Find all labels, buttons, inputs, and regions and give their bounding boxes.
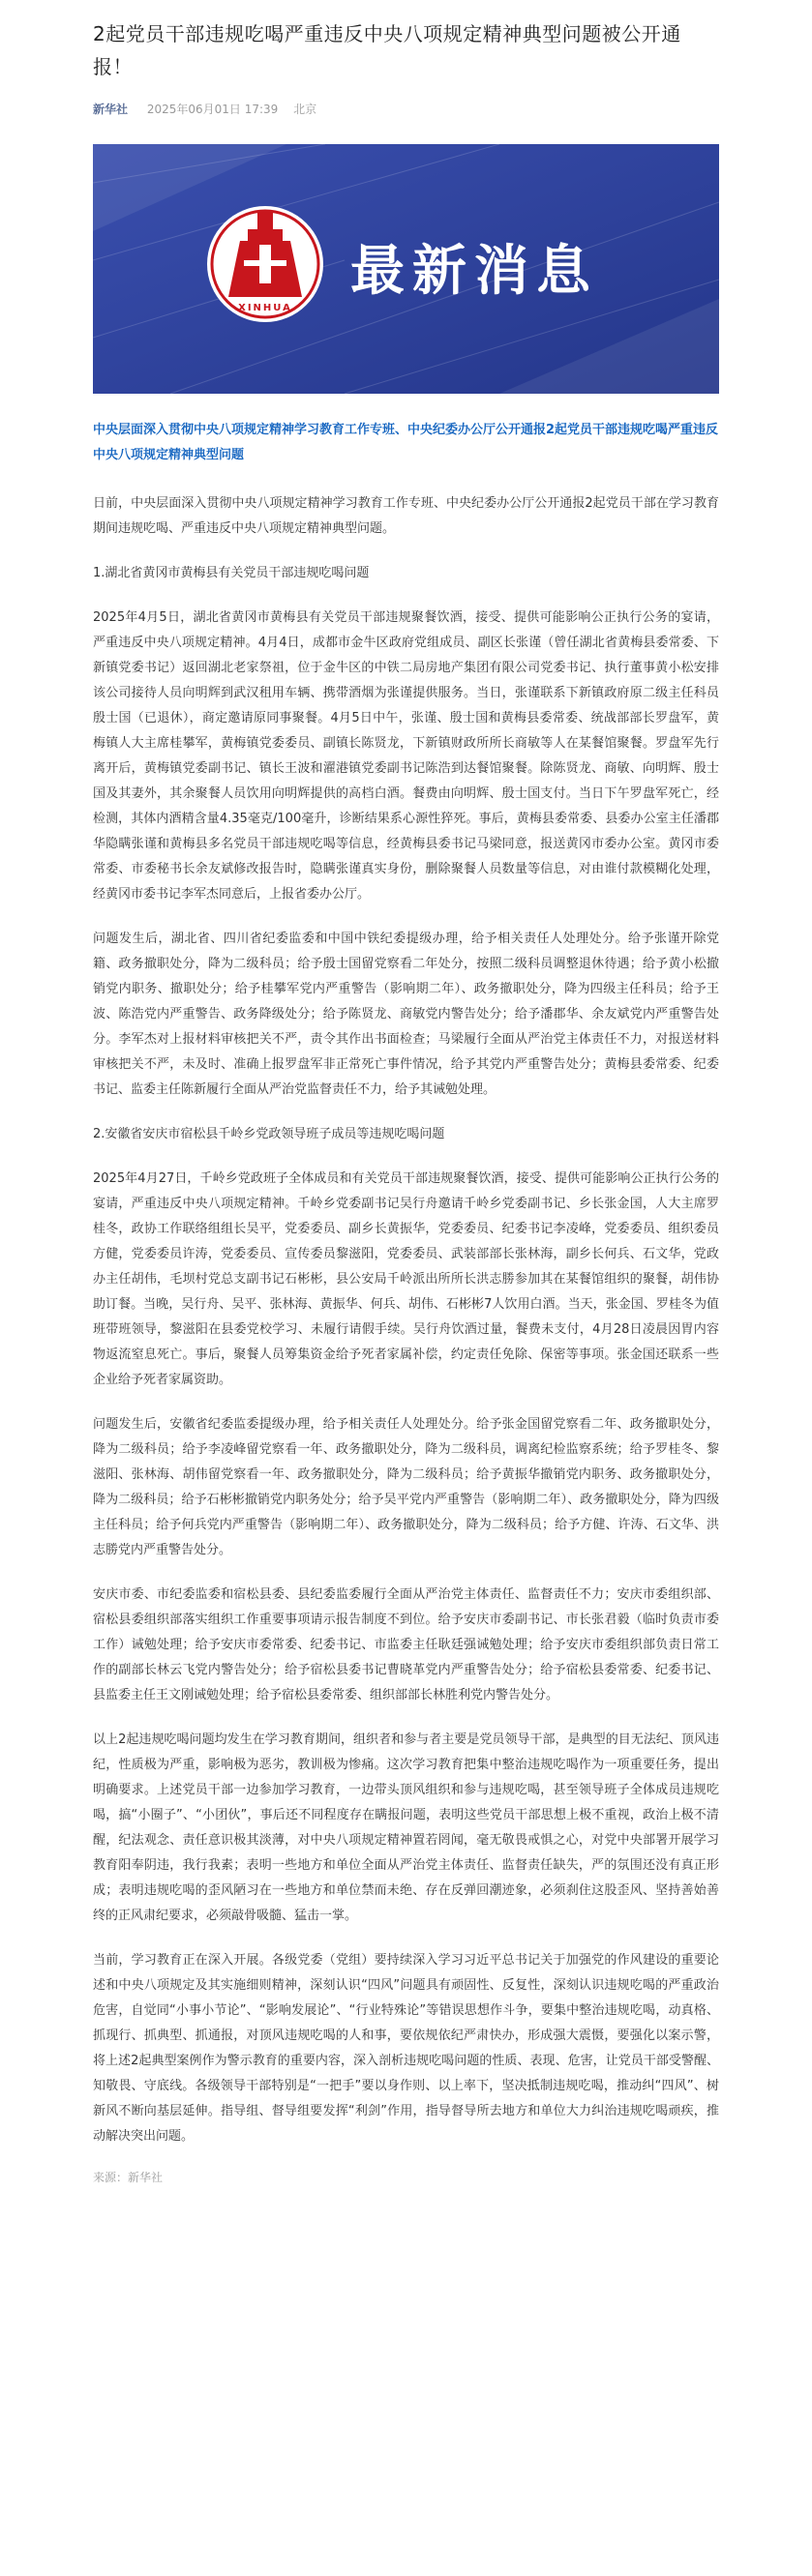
intro-paragraph: 日前，中央层面深入贯彻中央八项规定精神学习教育工作专班、中央纪委办公厅公开通报2起党员干部在学习教育期间违规吃喝、严重违反中央八项规定精神典型问题。 [93,496,719,536]
article-meta [93,101,719,117]
logo-text: XINHUA [238,303,292,313]
case1-paragraph-2: 问题发生后，湖北省、四川省纪委监委和中国中铁纪委提级办理，给予相关责任人处理处分。给予张谨开除党籍、政务撤职处分，降为二级科员；给予殷士国留党察看二年处分，按照二级科员调整退休待遇；给予黄小松撤销党内职务、撤职处分；给予桂攀军党内严重警告（影响期二年）、政务撤职处分，降为四级主任科员；给予王波、陈浩党内严重警告、政务降级处分；给予陈贤龙、商敏党内警告处分；给予潘郡华、余友斌党内严重警告处分。李军杰对上报材料审核把关不严，责令其作出书面检查；马梁履行全面从严治党主体责任不力，对报送材料审核把关不严，未及时、准确上报罗盘军非正常死亡事件情况，给予其党内严重警告处分；黄梅县委常委、纪委书记、监委主任陈新履行全面从严治党监督责任不力，给予其诫勉处理。 [93,932,719,1097]
banner-caption: 中央层面深入贯彻中央八项规定精神学习教育工作专班、中央纪委办公厅公开通报2起党员干部违规吃喝严重违反中央八项规定精神典型问题 [93,423,719,462]
case2-heading: 2.安徽省安庆市宿松县千岭乡党政领导班子成员等违规吃喝问题 [93,1127,445,1141]
case2-paragraph-3: 安庆市委、市纪委监委和宿松县委、县纪委监委履行全面从严治党主体责任、监督责任不力；安庆市委组织部、宿松县委组织部落实组织工作重要事项请示报告制度不到位。给予安庆市委副书记、市长张君毅（临时负责市委工作）诫勉处理；给予安庆市委常委、纪委书记、市监委主任耿廷强诫勉处理；给予安庆市委组织部负责日常工作的副部长林云飞党内警告处分；给予宿松县委书记曹晓革党内严重警告处分；给予宿松县委常委、纪委书记、县监委主任王文刚诫勉处理；给予宿松县委常委、组织部部长林胜利党内警告处分。 [93,1587,719,1703]
publish-date: 2025年06月01日 17:39 [146,103,279,116]
banner-text: 最新消息 [350,240,598,303]
case2-paragraph-1: 2025年4月27日，千岭乡党政班子全体成员和有关党员干部违规聚餐饮酒，接受、提供可能影响公正执行公务的宴请，严重违反中央八项规定精神。千岭乡党委副书记吴行舟邀请千岭乡党委副书记、乡长张金国，人大主席罗桂冬，政协工作联络组组长吴平，党委委员、副乡长黄振华，党委委员、纪委书记李凌峰，党委委员、组织委员方健，党委委员许涛，党委委员、宣传委员黎滋阳，党委委员、武装部部长张林海，副乡长何兵、石文华，党政办主任胡伟，毛坝村党总支副书记石彬彬，县公安局千岭派出所所长洪志勝参加其在某餐馆组织的聚餐，胡伟协助订餐。当晚，吴行舟、吴平、张林海、黄振华、何兵、胡伟、石彬彬7人饮用白酒。当天，张金国、罗桂冬为值班带班领导，黎滋阳在县委党校学习、未履行请假手续。吴行舟饮酒过量，餐费未支付，4月28日凌晨因胃内容物返流窒息死亡。事后，聚餐人员筹集资金给予死者家属补偿，约定责任免除、保密等事项。张金国还联系一些企业给予死者家属资助。 [93,1171,719,1387]
case1-heading: 1.湖北省黄冈市黄梅县有关党员干部违规吃喝问题 [93,566,370,580]
conclusion-paragraph-2: 当前，学习教育正在深入开展。各级党委（党组）要持续深入学习习近平总书记关于加强党的作风建设的重要论述和中央八项规定及其实施细则精神，深刻认识“四风”问题具有顽固性、反复性，深刻认识违规吃喝的严重政治危害，自觉同“小事小节论”、“影响发展论”、“行业特殊论”等错误思想作斗争，要集中整治违规吃喝，动真格、抓现行、抓典型、抓通报，对顶风违规吃喝的人和事，要依规依纪严肃快办，形成强大震慑，要强化以案示警，将上述2起典型案例作为警示教育的重要内容，深入剖析违规吃喝问题的性质、表现、危害，让党员干部受警醒、知敬畏、守底线。各级领导干部特别是“一把手”要以身作则、以上率下，坚决抵制违规吃喝，推动纠“四风”、树新风不断向基层延伸。指导组、督导组要发挥“利剑”作用，指导督导所去地方和单位大力纠治违规吃喝顽疾，推动解决突出问题。 [93,1953,719,2144]
source-link[interactable]: 新华社 [93,103,129,116]
xinhua-logo-icon [207,206,323,322]
publish-location: 北京 [293,103,317,116]
case1-paragraph-1: 2025年4月5日，湖北省黄冈市黄梅县有关党员干部违规聚餐饮酒，接受、提供可能影响公正执行公务的宴请，严重违反中央八项规定精神。4月4日，成都市金牛区政府党组成员、副区长张谨（曾任湖北省黄梅县委常委、下新镇党委书记）返回湖北老家祭祖，位于金牛区的中铁二局房地产集团有限公司党委书记、执行董事黄小松安排该公司接待人员向明辉到武汉租用车辆、携带酒烟为张谨提供服务。当日，张谨联系下新镇政府原二级主任科员殷士国（已退休），商定邀请原同事聚餐。4月5日中午，张谨、殷士国和黄梅县委常委、统战部部长罗盘军，黄梅镇人大主席桂攀军，黄梅镇党委委员、副镇长陈贤龙，下新镇财政所所长商敏等人在某餐馆聚餐。罗盘军先行离开后，黄梅镇党委副书记、镇长王波和濯港镇党委副书记陈浩到达餐馆聚餐。除陈贤龙、商敏、向明辉、殷士国及其妻外，其余聚餐人员饮用向明辉提供的高档白酒。餐费由向明辉、殷士国支付。当日下午罗盘军死亡，经检测，其体内酒精含量4.35毫克/100毫升，诊断结果系心源性猝死。事后，黄梅县委常委、县委办公室主任潘郡华隐瞒张谨和黄梅县多名党员干部违规吃喝等信息，经黄梅县委书记马梁同意，报送黄冈市委办公室。黄冈市委常委、市委秘书长余友斌修改报告时，隐瞒张谨真实身份，删除聚餐人员数量等信息，对由谁付款模糊化处理，经黄冈市委书记李军杰同意后，上报省委办公厅。 [93,610,719,902]
case2-paragraph-2: 问题发生后，安徽省纪委监委提级办理，给予相关责任人处理处分。给予张金国留党察看二年、政务撤职处分，降为二级科员；给予李凌峰留党察看一年、政务撤职处分，降为二级科员，调离纪检监察系统；给予罗桂冬、黎滋阳、张林海、胡伟留党察看一年、政务撤职处分，降为二级科员；给予黄振华撤销党内职务、政务撤职处分，降为二级科员；给予石彬彬撤销党内职务处分；给予吴平党内严重警告（影响期二年）、政务撤职处分，降为四级主任科员；给予何兵党内严重警告（影响期二年）、政务撤职处分，降为二级科员；给予方健、许涛、石文华、洪志勝党内严重警告处分。 [93,1417,719,1557]
footer-source: 来源：新华社 [93,2171,164,2184]
news-banner-image [93,144,719,394]
article-title: 2起党员干部违规吃喝严重违反中央八项规定精神典型问题被公开通报！ [93,22,681,78]
conclusion-paragraph-1: 以上2起违规吃喝问题均发生在学习教育期间，组织者和参与者主要是党员领导干部，是典型的目无法纪、顶风违纪，性质极为严重，影响极为恶劣，教训极为惨痛。这次学习教育把集中整治违规吃喝作为一项重要任务，提出明确要求。上述党员干部一边参加学习教育，一边带头顶风组织和参与违规吃喝，甚至领导班子全体成员违规吃喝，搞“小圈子”、“小团伙”，事后还不同程度存在瞒报问题，表明这些党员干部思想上极不重视，政治上极不清醒，纪法观念、责任意识极其淡薄，对中央八项规定精神置若罔闻，毫无敬畏戒惧之心，对党中央部署开展学习教育阳奉阴违，我行我素；表明一些地方和单位全面从严治党主体责任、监督责任缺失，严的氛围还没有真正形成；表明违规吃喝的歪风陋习在一些地方和单位禁而未绝、存在反弹回潮迹象，必须刹住这股歪风、坚持善始善终的正风肃纪要求，必须敲骨吸髓、猛击一掌。 [93,1732,719,1923]
